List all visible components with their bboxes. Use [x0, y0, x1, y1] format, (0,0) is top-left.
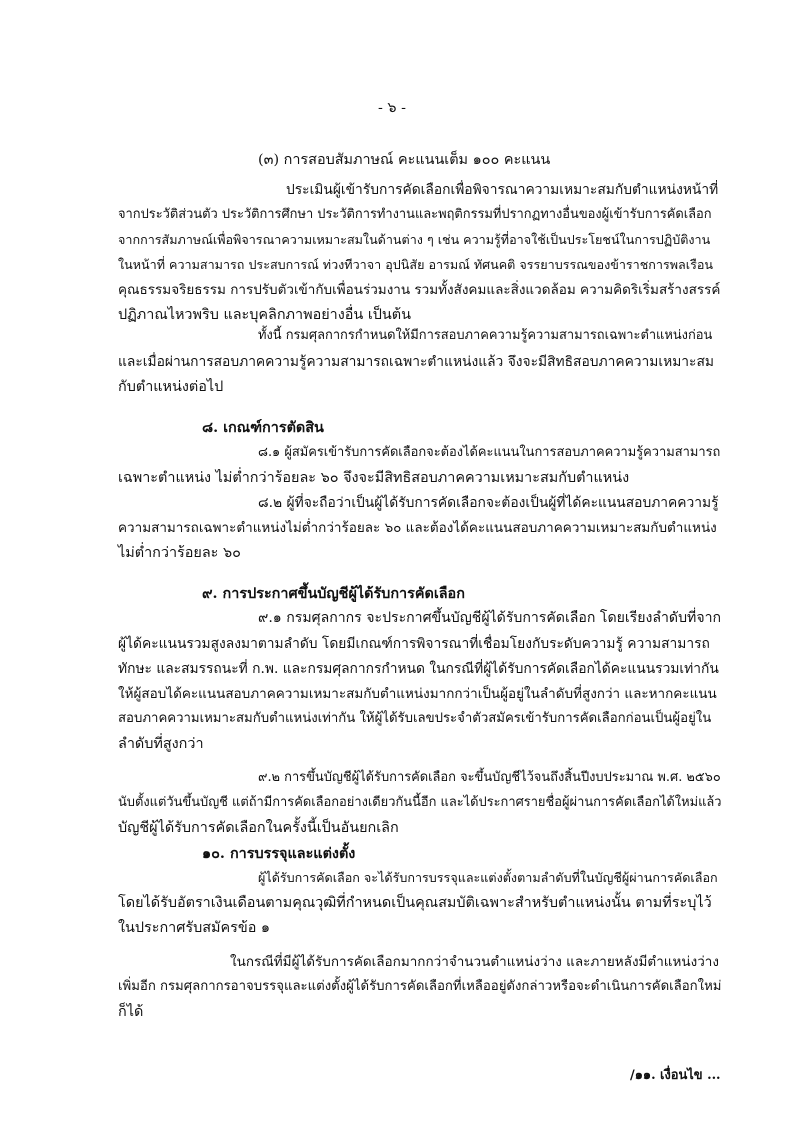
interview-heading: (๓) การสอบสัมภาษณ์ คะแนนเต็ม ๑๐๐ คะแนน: [258, 152, 551, 168]
section9-heading: ๙. การประกาศขึ้นบัญชีผู้ได้รับการคัดเลือก: [202, 585, 465, 602]
section9-item1-line: สอบภาคความเหมาะสมกับตำแหน่งเท่ากัน ให้ผู้ได้รับเลขประจำตัวสมัครเข้ารับการคัดเลือกก่อนเป็นผู้อยู่ใน: [118, 711, 712, 726]
interview-line: จากประวัติส่วนตัว ประวัติการศึกษา ประวัติการทำงานและพฤติกรรมที่ปรากฏทางอื่นของผู้เข้ารับการคัดเลือก: [118, 207, 712, 222]
section9-item1-line: ผู้ได้คะแนนรวมสูงลงมาตามลำดับ โดยมีเกณฑ์การพิจารณาที่เชื่อมโยงกับระดับความรู้ ความสามารถ: [118, 636, 710, 652]
section9-item1-line: ให้ผู้สอบได้คะแนนสอบภาคความเหมาะสมกับตำแหน่งมากกว่าเป็นผู้อยู่ในลำดับที่สูงกว่า และหากคะแนน: [118, 686, 717, 702]
section9-item2-line: บัญชีผู้ได้รับการคัดเลือกในครั้งนี้เป็นอันยกเลิก: [118, 820, 399, 836]
page-number: - ๖ -: [378, 100, 407, 116]
section8-item2-line: ไม่ต่ำกว่าร้อยละ ๖๐: [118, 545, 241, 561]
section10-para1-line: ผู้ได้รับการคัดเลือก จะได้รับการบรรจุและแต่งตั้งตามลำดับที่ในบัญชีผู้ผ่านการคัดเลือก: [258, 870, 718, 885]
interview-note-line: ทั้งนี้ กรมศุลกากรกำหนดให้มีการสอบภาคความรู้ความสามารถเฉพาะตำแหน่งก่อน: [258, 328, 713, 343]
section9-item2-line: ๙.๒ การขึ้นบัญชีผู้ได้รับการคัดเลือก จะขึ้นบัญชีไว้จนถึงสิ้นปีงบประมาณ พ.ศ. ๒๕๖๐: [258, 770, 721, 785]
interview-line: คุณธรรมจริยธรรม การปรับตัวเข้ากับเพื่อนร่วมงาน รวมทั้งสังคมและสิ่งแวดล้อม ความคิดริเริ่มสร้างสรรค์: [118, 282, 721, 298]
interview-note-line: กับตำแหน่งต่อไป: [118, 379, 224, 395]
section10-heading: ๑๐. การบรรจุและแต่งตั้ง: [202, 845, 356, 862]
section10-para2-line: ก็ได้: [118, 1004, 144, 1020]
section8-item2-line: ๘.๒ ผู้ที่จะถือว่าเป็นผู้ได้รับการคัดเลือกจะต้องเป็นผู้ที่ได้คะแนนสอบภาคความรู้: [258, 495, 719, 511]
section10-para1-line: ในประกาศรับสมัครข้อ ๑: [118, 920, 271, 936]
interview-line: จากการสัมภาษณ์เพื่อพิจารณาความเหมาะสมในด้านต่าง ๆ เช่น ความรู้ที่อาจใช้เป็นประโยชน์ในการปฏิบัติงาน: [118, 232, 711, 247]
interview-line: ในหน้าที่ ความสามารถ ประสบการณ์ ท่วงทีวาจา อุปนิสัย อารมณ์ ทัศนคติ จรรยาบรรณของข้าราชการพลเรือน: [118, 257, 714, 272]
section9-item2-line: นับตั้งแต่วันขึ้นบัญชี แต่ถ้ามีการคัดเลือกอย่างเดียวกันนี้อีก และได้ประกาศรายชื่อผู้ผ่านการคัดเลือกได้ใหม่แล้ว: [118, 795, 722, 810]
section8-item1-line: เฉพาะตำแหน่ง ไม่ต่ำกว่าร้อยละ ๖๐ จึงจะมีสิทธิสอบภาคความเหมาะสมกับตำแหน่ง: [118, 470, 630, 486]
interview-line: ประเมินผู้เข้ารับการคัดเลือกเพื่อพิจารณาความเหมาะสมกับตำแหน่งหน้าที่: [286, 182, 719, 198]
interview-note-line: และเมื่อผ่านการสอบภาคความรู้ความสามารถเฉพาะตำแหน่งแล้ว จึงจะมีสิทธิสอบภาคความเหมาะสม: [118, 354, 714, 370]
interview-line: ปฏิภาณไหวพริบ และบุคลิกภาพอย่างอื่น เป็นต้น: [118, 307, 411, 323]
section8-item1-line: ๘.๑ ผู้สมัครเข้ารับการคัดเลือกจะต้องได้คะแนนในการสอบภาคความรู้ความสามารถ: [258, 445, 721, 460]
section8-item2-line: ความสามารถเฉพาะตำแหน่งไม่ต่ำกว่าร้อยละ ๖๐ และต้องได้คะแนนสอบภาคความเหมาะสมกับตำแหน่ง: [118, 520, 717, 536]
section9-item1-line: ทักษะ และสมรรถนะที่ ก.พ. และกรมศุลกากรกำหนด ในกรณีที่ผู้ได้รับการคัดเลือกได้คะแนนรวมเท่ากัน: [118, 661, 719, 677]
section8-heading: ๘. เกณฑ์การตัดสิน: [202, 419, 324, 436]
section9-item1-line: ๙.๑ กรมศุลกากร จะประกาศขึ้นบัญชีผู้ได้รับการคัดเลือก โดยเรียงลำดับที่จาก: [258, 610, 722, 626]
section9-item1-line: ลำดับที่สูงกว่า: [118, 736, 204, 752]
section10-para2-line: ในกรณีที่มีผู้ได้รับการคัดเลือกมากกว่าจำนวนตำแหน่งว่าง และภายหลังมีตำแหน่งว่าง: [230, 954, 719, 970]
continuation-note: /๑๑. เงื่อนไข ...: [630, 1068, 721, 1083]
section10-para2-line: เพิ่มอีก กรมศุลกากรอาจบรรจุและแต่งตั้งผู้ได้รับการคัดเลือกที่เหลืออยู่ดังกล่าวหรือจะดำเนินการคัดเลือกใหม่: [118, 979, 722, 994]
section10-para1-line: โดยได้รับอัตราเงินเดือนตามคุณวุฒิที่กำหนดเป็นคุณสมบัติเฉพาะสำหรับตำแหน่งนั้น ตามที่ระบุไว้: [118, 895, 712, 911]
